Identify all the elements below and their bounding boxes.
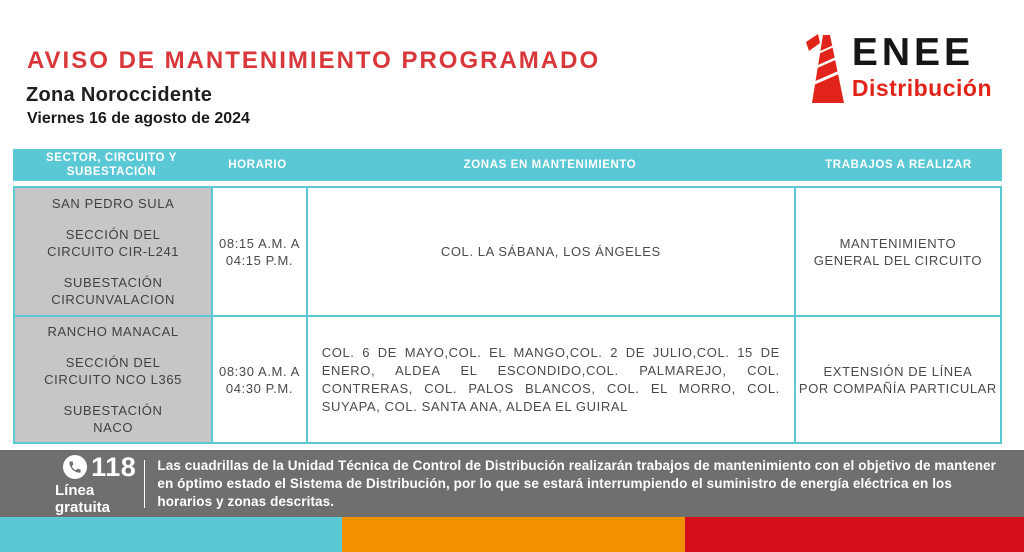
- table-row: [15, 188, 1000, 315]
- table-row: [15, 315, 1000, 442]
- footer-message: Las cuadrillas de la Unidad Técnica de Control de Distribución realizarán trabajos de mantenimiento con el objetivo de mantener en óptimo estado el Sistema de Distribución, por lo que se estará interrumpiendo el suministro de energía eléctrica en los horarios y zonas descritas.: [157, 457, 997, 509]
- table-header-row: [13, 149, 1002, 181]
- cell-horario: 08:30 A.M. A 04:30 P.M.: [211, 317, 306, 442]
- sector-name: RANCHO MANACAL: [47, 324, 179, 339]
- hotline-label: Línea gratuita: [55, 481, 111, 516]
- enee-logo: [804, 33, 992, 105]
- logo-text: [852, 33, 992, 101]
- brand-color-strip: [0, 517, 1024, 552]
- footer-bar: [0, 450, 1024, 517]
- cell-sector: [15, 317, 211, 442]
- hotline-number-row: [63, 452, 136, 483]
- logo-division: Distribución: [851, 75, 992, 101]
- column-header-trabajos: TRABAJOS A REALIZAR: [825, 158, 972, 171]
- strip-segment-cyan: [0, 517, 342, 552]
- logo-name: ENEE: [851, 31, 975, 74]
- zone-subtitle: Zona Noroccidente: [26, 84, 213, 106]
- cell-zonas: COL. LA SÁBANA, LOS ÁNGELES: [306, 188, 794, 315]
- page-title: AVISO DE MANTENIMIENTO PROGRAMADO: [27, 47, 601, 74]
- strip-segment-orange: [342, 517, 685, 552]
- cell-sector: [15, 188, 211, 315]
- circuit-section: SECCIÓN DEL CIRCUITO CIR-L241: [47, 227, 180, 259]
- maintenance-schedule-table: [13, 149, 1002, 444]
- hotline-block: [0, 452, 144, 516]
- phone-icon: [63, 455, 87, 479]
- circuit-section: SECCIÓN DEL CIRCUITO NCO L365: [44, 355, 182, 387]
- electric-tower-icon: [804, 33, 846, 105]
- cell-zonas: COL. 6 DE MAYO,COL. EL MANGO,COL. 2 DE JULIO,COL. 15 DE ENERO, ALDEA EL ESCONDIDO,COL. PALMAREJO, COL. CONTRERAS, COL. PALOS BLANCOS, COL. EL MORRO, COL. SUYAPA, COL. SANTA ANA, ALDEA EL GUIRAL: [306, 317, 794, 442]
- cell-trabajos: MANTENIMIENTO GENERAL DEL CIRCUITO: [794, 188, 1000, 315]
- column-header-horario: HORARIO: [228, 158, 287, 171]
- cell-horario: 08:15 A.M. A 04:15 P.M.: [211, 188, 306, 315]
- column-header-sector: SECTOR, CIRCUITO Y SUBESTACIÓN: [46, 151, 177, 178]
- substation: SUBESTACIÓN NACO: [63, 403, 163, 435]
- strip-segment-red: [685, 517, 1024, 552]
- column-header-zonas: ZONAS EN MANTENIMIENTO: [463, 158, 637, 171]
- substation: SUBESTACIÓN CIRCUNVALACION: [51, 275, 175, 307]
- cell-trabajos: EXTENSIÓN DE LÍNEA POR COMPAÑÍA PARTICULAR: [794, 317, 1000, 442]
- hotline-number: 118: [91, 451, 137, 482]
- table-body: [13, 186, 1002, 444]
- sector-name: SAN PEDRO SULA: [51, 196, 175, 211]
- date-line: Viernes 16 de agosto de 2024: [27, 110, 250, 127]
